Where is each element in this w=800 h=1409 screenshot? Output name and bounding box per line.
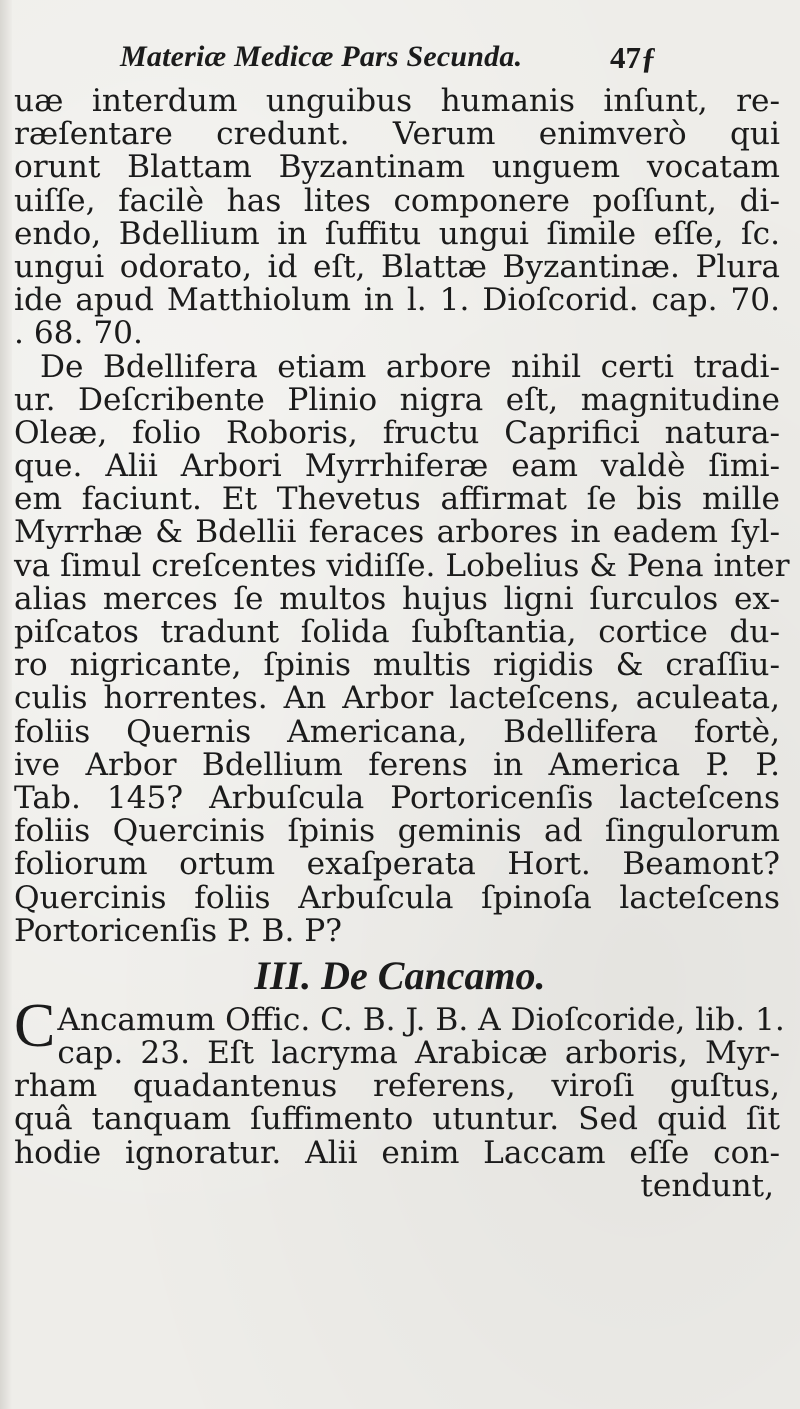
text-line: foliorum ortum exaſperata Hort. Beamont? [14, 846, 780, 883]
text-line: alias merces ſe multos hujus ligni ſurculos ex- [14, 580, 780, 617]
text-line: culis horrentes. An Arbor lactеſcens, aculeata, [14, 680, 780, 717]
text-line-content: Ancamum Offic. C. B. J. B. A Dioſcoride, lib. 1. [57, 1001, 785, 1038]
text-line: . 68. 70. [14, 315, 143, 352]
paragraph-3 [0, 991, 800, 1204]
text-line: foliis Quercinis ſpinis geminis ad ſingulorum [14, 813, 780, 850]
text-line: que. Alii Arbori Myrrhiferæ eam valdè ſimi- [14, 448, 780, 485]
text-line: foliis Quernis Americana, Bdellifera fortè, [14, 713, 780, 750]
text-line: ræſentare credunt. Verum enimverò qui [14, 116, 780, 153]
text-line: rham quadantenus referens, viroſi guſtus, [14, 1068, 780, 1105]
running-title: Materiæ Medicæ Pars Secunda. [120, 40, 523, 73]
page-number: 47ƒ [610, 40, 657, 75]
text-line: Tab. 145? Arbuſcula Portoricenſis lacteſcens [14, 779, 780, 816]
body-text [0, 85, 800, 1203]
text-line: Myrrhæ & Bdellii feraces arbores in eadem ſyl- [14, 514, 780, 551]
text-line: ur. Deſcribente Plinio nigra eſt, magnitudine [14, 381, 780, 418]
text-line: ro nigricante, ſpinis multis rigidis & craſſiu- [14, 647, 780, 684]
text-line: Oleæ, folio Roboris, fructu Caprifici natura- [14, 414, 780, 451]
paragraph-1 [0, 85, 800, 351]
drop-cap: C [14, 991, 56, 1060]
text-line: endo, Bdellium in ſuffitu ungui ſimile eſſe, ſc. [14, 215, 780, 252]
text-line: piſcatos tradunt ſolida ſubſtantia, cortice du- [14, 614, 780, 650]
text-line: Portoricenſis P. B. P? [14, 912, 342, 949]
text-line: hodie ignoratur. Alii enim Laccam eſſe con- [14, 1134, 780, 1171]
paragraph-2 [0, 348, 800, 949]
text-line: cap. 23. Eſt lacryma Arabicæ arboris, Myr- [57, 1035, 780, 1072]
text-line: ive Arbor Bdellium ferens in America P. P. [14, 746, 780, 783]
text-line: orunt Blattam Byzantinam unguem vocatam [14, 149, 780, 186]
text-line: Quercinis foliis Arbuſcula ſpinoſa lacteſcens [14, 879, 780, 916]
text-line: uiſſe, facilè has lites componere poſſunt, di- [14, 182, 780, 219]
text-line: ungui odorato, id eſt, Blattæ Byzantinæ. Plura [14, 248, 780, 285]
text-line: em faciunt. Et Thevetus affirmat ſe bis mille [14, 481, 780, 518]
text-line: ide apud Matthiolum in l. 1. Dioſcorid. cap. 70. [14, 282, 780, 319]
running-head [0, 40, 800, 84]
text-line: De Bdellifera etiam arbore nihil certi tradi- [40, 348, 780, 385]
text-line: va ſimul creſcentes vidiſſe. Lobelius & Pena inter [14, 547, 790, 584]
section-heading: III. De Cancamo. [254, 952, 546, 998]
text-line: quâ tanquam ſuffimento utuntur. Sed quid ſit [14, 1101, 780, 1138]
catchword: tendunt, [640, 1167, 774, 1204]
text-line: uæ interdum unguibus humanis inſunt, re- [14, 83, 780, 119]
